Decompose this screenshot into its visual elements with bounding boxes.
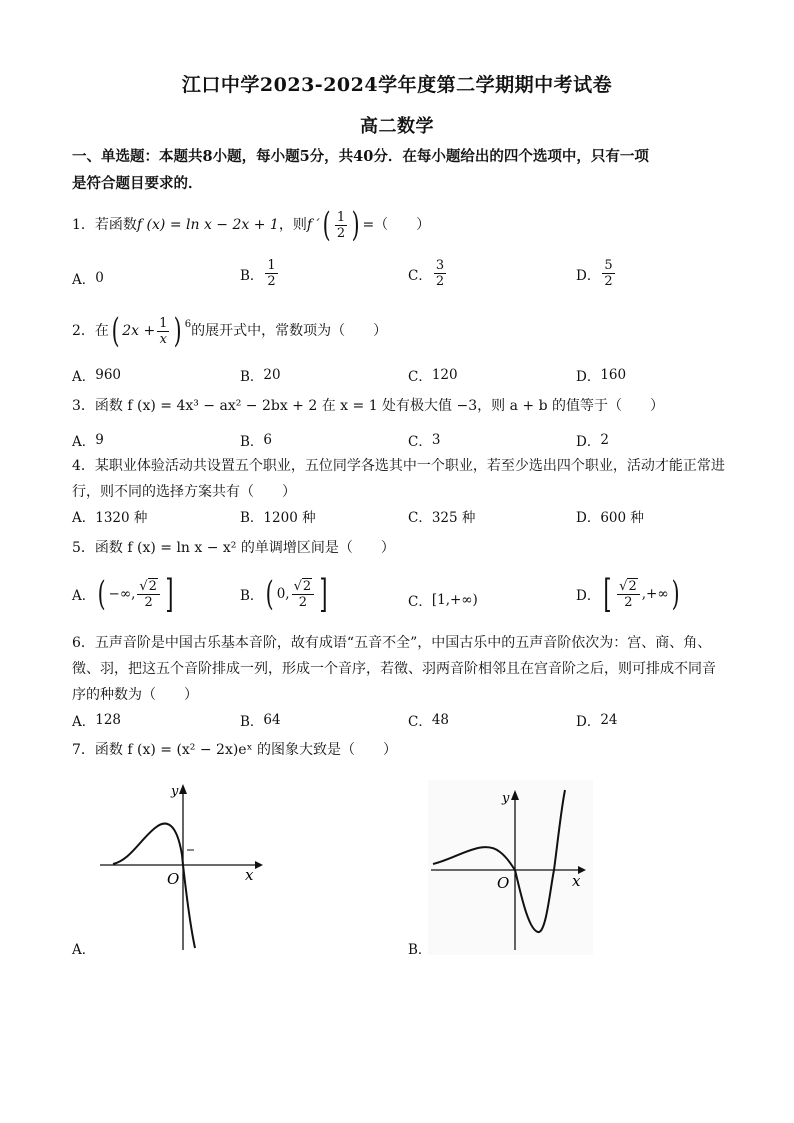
frac-num: √2 bbox=[292, 579, 315, 595]
frac-den: 2 bbox=[267, 274, 276, 289]
option-value: 24 bbox=[600, 712, 618, 728]
option-value: 3 bbox=[431, 432, 441, 448]
y-axis-label: y bbox=[502, 791, 510, 806]
q1-option-c[interactable] bbox=[408, 258, 448, 289]
question-2-stem bbox=[72, 311, 732, 351]
q3-option-c[interactable] bbox=[408, 430, 440, 450]
option-label: B． bbox=[240, 434, 264, 450]
sqrt-fraction bbox=[137, 579, 160, 610]
interval-left: −∞, bbox=[108, 586, 136, 602]
q6-option-a[interactable] bbox=[72, 710, 121, 730]
option-fraction bbox=[434, 258, 446, 289]
q2-frac-den: x bbox=[159, 331, 167, 347]
frac-num: 3 bbox=[435, 258, 445, 273]
option-value: 600 种 bbox=[600, 510, 644, 526]
frac-den: 2 bbox=[624, 594, 633, 610]
option-value: 48 bbox=[431, 712, 450, 728]
question-1-stem bbox=[72, 205, 732, 245]
q6-option-b[interactable] bbox=[240, 710, 281, 730]
q2-frac-num: 1 bbox=[159, 315, 168, 331]
exam-title: 江口中学2023-2024学年度第二学期期中考试卷 bbox=[181, 74, 613, 96]
option-label: A． bbox=[72, 510, 96, 526]
bracket-close: ] bbox=[165, 572, 174, 616]
q1-option-b[interactable] bbox=[240, 258, 280, 289]
option-label: A． bbox=[72, 714, 96, 730]
frac-den: 2 bbox=[144, 594, 153, 610]
bracket-close: ] bbox=[319, 572, 328, 616]
option-label: B． bbox=[240, 714, 264, 730]
q3-option-a[interactable] bbox=[72, 430, 104, 450]
option-label: B． bbox=[240, 510, 264, 526]
q2-expr: 2x + bbox=[122, 323, 156, 339]
q5-option-a[interactable] bbox=[72, 572, 177, 616]
option-label: D． bbox=[576, 369, 601, 385]
q2-option-b[interactable] bbox=[240, 365, 281, 385]
q7-graph-b[interactable] bbox=[428, 780, 593, 955]
q2-option-c[interactable] bbox=[408, 365, 458, 385]
q2-right-paren: ) bbox=[174, 311, 183, 351]
q1-fraction bbox=[335, 210, 347, 241]
section-heading-line2: 是符合题目要求的． bbox=[72, 175, 203, 192]
option-value: 9 bbox=[95, 432, 104, 448]
bracket-open: [ bbox=[603, 572, 612, 616]
section-heading bbox=[72, 143, 732, 197]
option-label: A． bbox=[72, 369, 96, 385]
origin-label: O bbox=[497, 874, 510, 892]
option-label: C． bbox=[408, 714, 432, 730]
option-value: [1,+∞) bbox=[431, 592, 478, 608]
q6-option-d[interactable] bbox=[576, 710, 618, 730]
option-value: 64 bbox=[263, 712, 281, 728]
q1-option-a[interactable] bbox=[72, 268, 104, 288]
q5-option-b[interactable] bbox=[240, 572, 331, 616]
q4-option-d[interactable] bbox=[576, 506, 644, 526]
y-axis-label: y bbox=[171, 784, 179, 799]
option-label: D． bbox=[576, 434, 601, 450]
option-label: B． bbox=[408, 942, 432, 958]
origin-label: O bbox=[167, 870, 180, 888]
option-label: C． bbox=[408, 510, 432, 526]
q1-frac-num: 1 bbox=[336, 209, 346, 225]
option-label: D． bbox=[576, 267, 601, 284]
option-value: 325 种 bbox=[431, 510, 476, 526]
option-value: 960 bbox=[95, 367, 122, 383]
q2-fraction bbox=[157, 316, 169, 347]
option-label: D． bbox=[576, 510, 601, 526]
frac-num: 1 bbox=[267, 258, 276, 273]
radicand: 2 bbox=[302, 578, 312, 594]
option-value: 0 bbox=[95, 270, 104, 286]
q4-option-c[interactable] bbox=[408, 506, 475, 526]
q4-option-a[interactable] bbox=[72, 506, 147, 526]
x-axis-label: x bbox=[245, 866, 254, 884]
option-label: C． bbox=[408, 594, 432, 610]
x-axis-label: x bbox=[572, 872, 581, 890]
q2-power: 6 bbox=[184, 319, 192, 330]
frac-num: 5 bbox=[604, 258, 613, 273]
q4-line1: 4．某职业体验活动共设置五个职业，五位同学各选其中一个职业，若至少选出四个职业，活动才能正常进 bbox=[72, 458, 725, 474]
q3-option-d[interactable] bbox=[576, 430, 609, 450]
option-fraction bbox=[265, 258, 277, 289]
frac-num: √2 bbox=[137, 579, 160, 595]
question-7-stem: 7．函数 f (x) = (x² − 2x)eˣ 的图象大致是（ ） bbox=[72, 742, 397, 758]
option-label: A． bbox=[72, 588, 96, 604]
q2-prefix: 2．在 bbox=[72, 323, 109, 339]
option-value: 2 bbox=[600, 432, 609, 448]
option-fraction bbox=[602, 258, 614, 289]
frac-den: 2 bbox=[435, 274, 445, 289]
radicand: 2 bbox=[148, 578, 157, 594]
q7-graph-a[interactable] bbox=[95, 780, 265, 955]
q1-prefix: 1．若函数 bbox=[72, 217, 137, 233]
q2-option-d[interactable] bbox=[576, 365, 626, 385]
q6-line3: 序的种数为（ ） bbox=[72, 687, 198, 703]
interval-left: 0, bbox=[276, 586, 290, 602]
option-label: C． bbox=[408, 434, 432, 450]
option-value: 128 bbox=[95, 712, 122, 728]
section-heading-line1: 一、单选题：本题共8小题，每小题5分，共40分．在每小题给出的四个选项中，只有一项 bbox=[72, 148, 649, 165]
option-value: 120 bbox=[431, 367, 458, 383]
q4-line2: 行，则不同的选择方案共有（ ） bbox=[72, 484, 296, 500]
paren-open: ( bbox=[97, 574, 106, 614]
question-6-stem bbox=[72, 630, 732, 708]
frac-num: √2 bbox=[617, 579, 640, 595]
q3-option-b[interactable] bbox=[240, 430, 272, 450]
q1-right-paren: ) bbox=[351, 205, 360, 245]
option-label: C． bbox=[408, 267, 432, 284]
q6-line1: 6．五声音阶是中国古乐基本音阶，故有成语“五音不全”，中国古乐中的五声音阶依次为：宫、商、角、 bbox=[72, 635, 712, 651]
q1-tail: =（ ） bbox=[362, 217, 431, 233]
q1-mid: ，则 bbox=[278, 217, 307, 233]
q2-left-paren: ( bbox=[111, 311, 120, 351]
q1-option-d[interactable] bbox=[576, 258, 617, 289]
q6-line2: 徵、羽，把这五个音阶排成一列，形成一个音序，若徵、羽两音阶相邻且在宫音阶之后，则可排成不同音 bbox=[72, 661, 716, 677]
option-value: 6 bbox=[263, 432, 273, 448]
radicand: 2 bbox=[628, 578, 637, 594]
option-label: C． bbox=[408, 369, 432, 385]
option-label: B． bbox=[240, 267, 264, 284]
interval-right: ,+∞ bbox=[641, 586, 669, 602]
q2-option-a[interactable] bbox=[72, 365, 121, 385]
sqrt-fraction bbox=[617, 579, 640, 610]
q7-option-a[interactable] bbox=[72, 938, 95, 958]
option-value: 160 bbox=[600, 367, 627, 383]
q1-left-paren: ( bbox=[322, 205, 331, 245]
q2-tail: 的展开式中，常数项为（ ） bbox=[191, 323, 388, 339]
q5-option-d[interactable] bbox=[576, 572, 682, 616]
option-label: B． bbox=[240, 369, 264, 385]
x-axis-arrow bbox=[255, 861, 263, 869]
option-value: 1320 种 bbox=[95, 510, 148, 526]
graph-b-background bbox=[428, 780, 593, 955]
y-axis-arrow bbox=[179, 784, 187, 794]
question-5-stem: 5．函数 f (x) = ln x − x² 的单调增区间是（ ） bbox=[72, 540, 395, 556]
option-label: A． bbox=[72, 942, 96, 958]
option-value: 20 bbox=[263, 367, 281, 383]
option-label: B． bbox=[240, 588, 264, 604]
q1-frac-den: 2 bbox=[336, 225, 346, 241]
q4-option-b[interactable] bbox=[240, 506, 316, 526]
q1-function: f (x) = ln x − 2x + 1 bbox=[136, 217, 279, 233]
option-label: D． bbox=[576, 714, 601, 730]
q6-option-c[interactable] bbox=[408, 710, 449, 730]
q5-option-c[interactable] bbox=[408, 590, 478, 610]
option-label: A． bbox=[72, 434, 96, 450]
frac-den: 2 bbox=[604, 274, 613, 289]
sqrt-fraction bbox=[292, 579, 315, 610]
paren-close: ) bbox=[671, 574, 680, 614]
q1-derivative: f ′ bbox=[306, 217, 320, 233]
frac-den: 2 bbox=[298, 594, 307, 610]
question-3-stem: 3．函数 f (x) = 4x³ − ax² − 2bx + 2 在 x = 1 处有极大值 −3，则 a + b 的值等于（ ） bbox=[72, 398, 664, 414]
paren-open: ( bbox=[266, 574, 275, 614]
option-value: 1200 种 bbox=[263, 510, 316, 526]
option-label: A． bbox=[72, 272, 96, 288]
exam-subtitle: 高二数学 bbox=[360, 116, 434, 137]
q7-option-b[interactable] bbox=[408, 938, 431, 958]
option-label: D． bbox=[576, 588, 601, 604]
question-4-stem bbox=[72, 453, 732, 505]
